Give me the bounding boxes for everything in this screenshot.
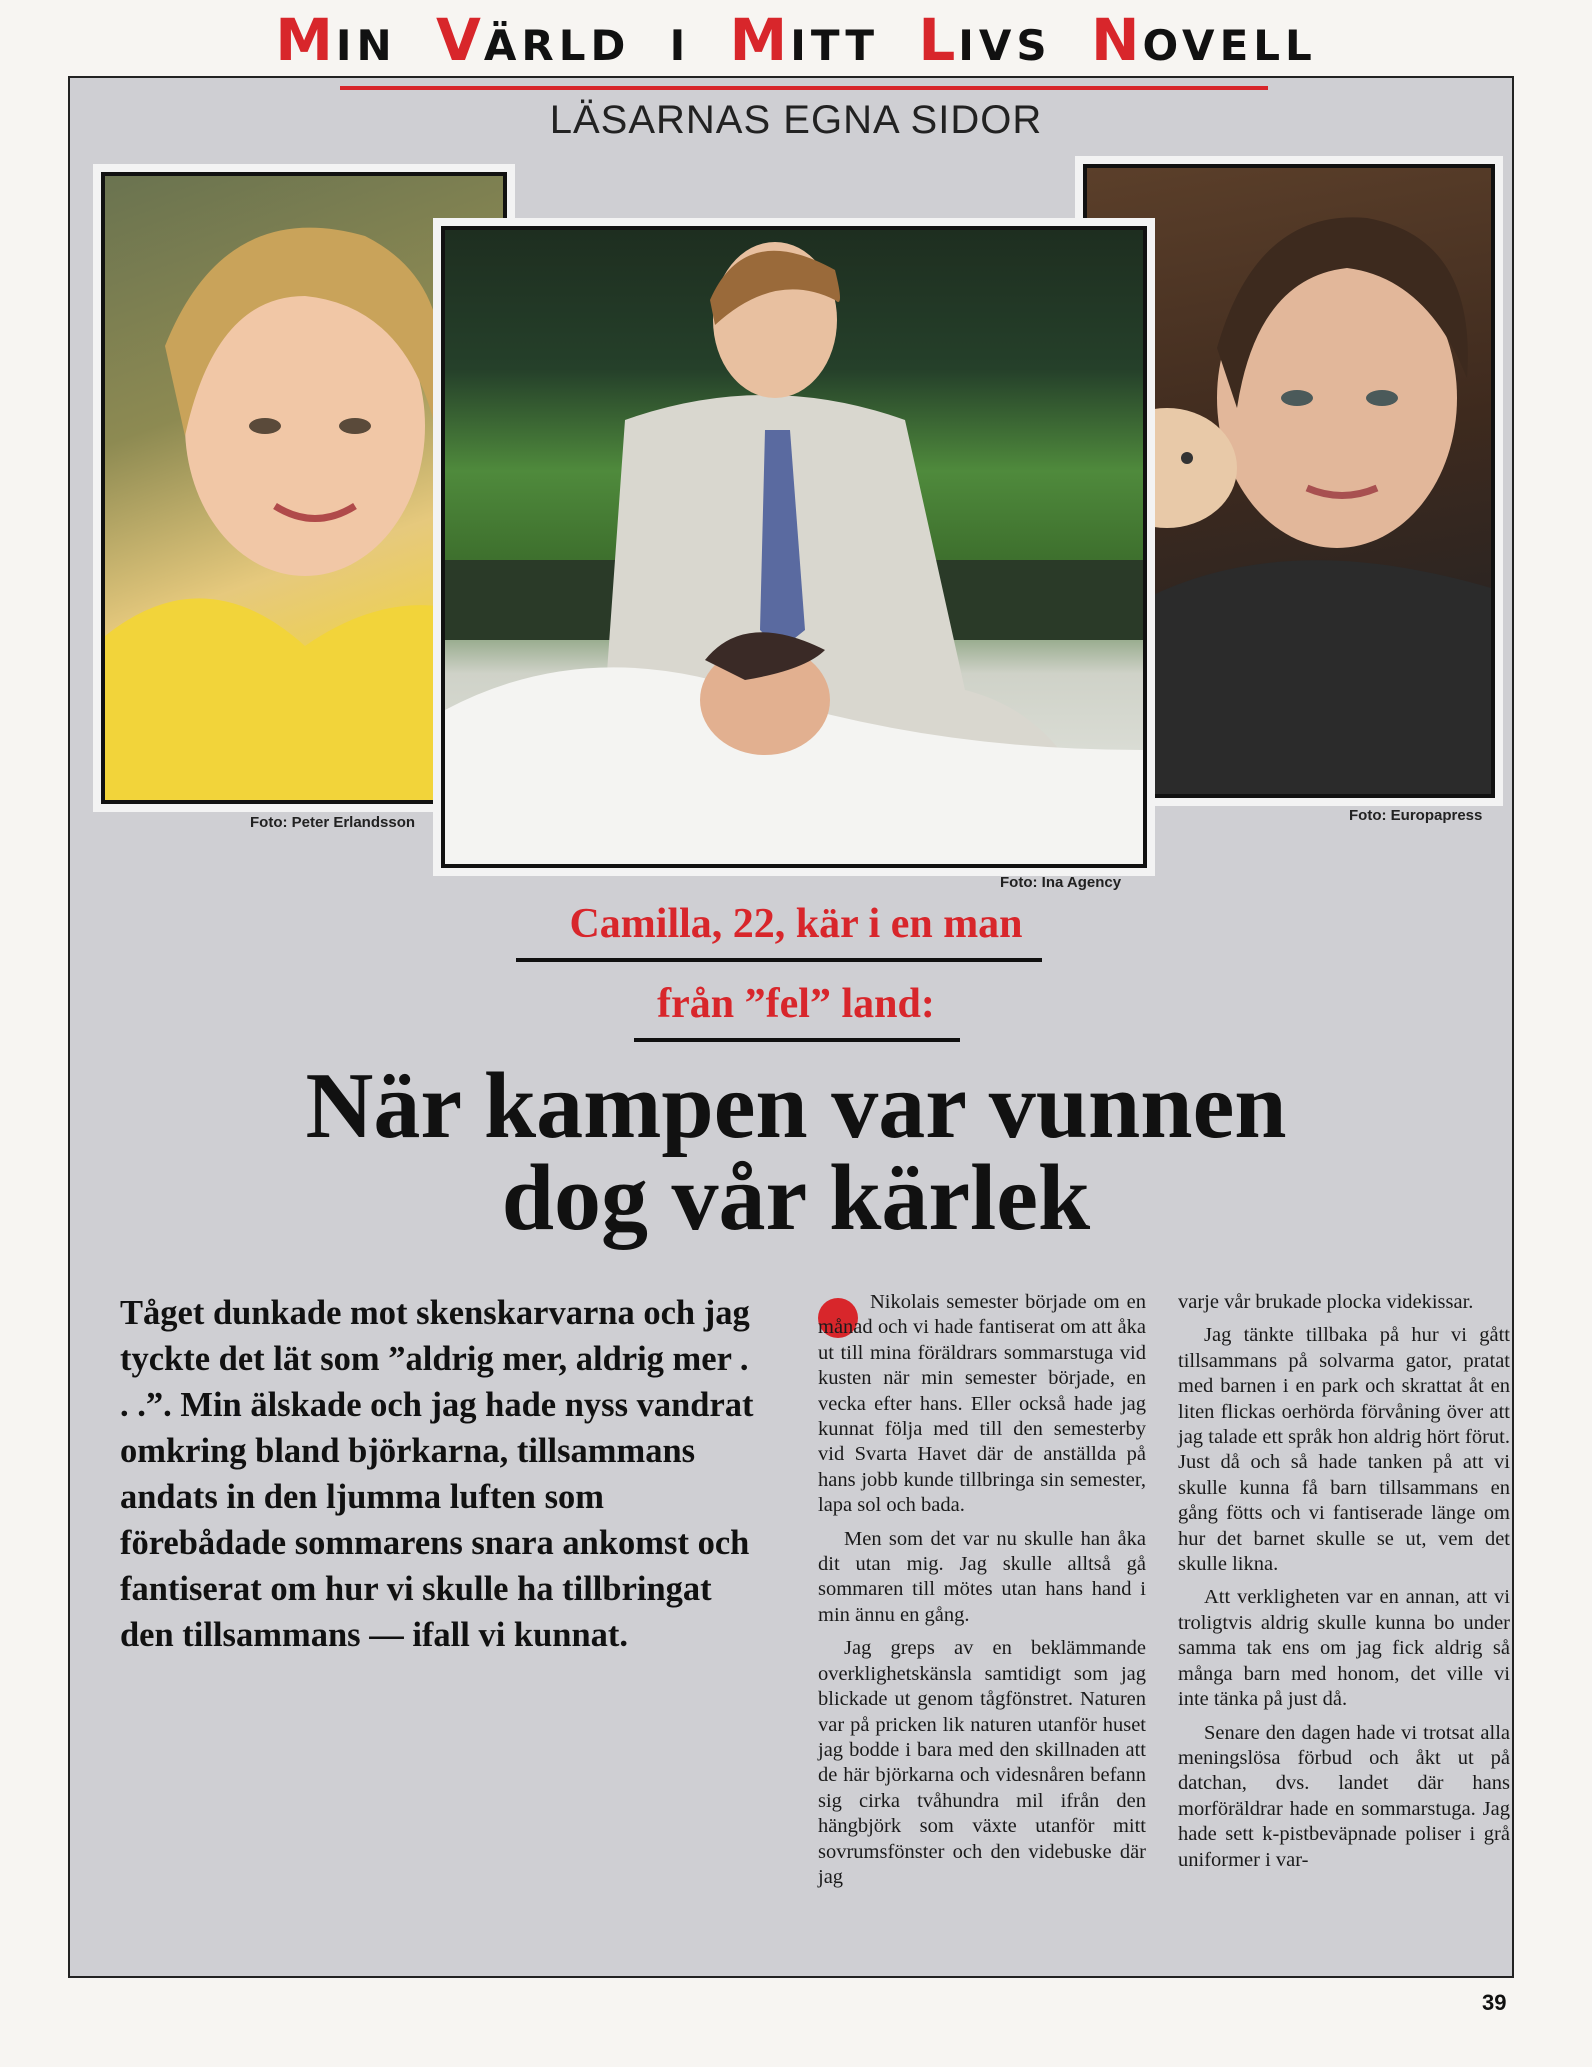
- photo-credit-right: Foto: Europapress: [1349, 807, 1483, 824]
- header-word-6: NOVELL: [1090, 6, 1317, 74]
- body-column-2: [1178, 1290, 1510, 1881]
- column1-paragraph-1: Nikolais semester började om en månad och vi hade fantiserat om att åka ut till mina föräldrars sommarstuga vid kusten när min semester började, en vecka efter hans. Eller också hade jag kunnat följa med till den semesterby vid Svarta Havet där de anställda på hans jobb kunde tillbringa sin semester, lapa sol och bada.: [818, 1291, 1146, 1517]
- column1-paragraph-3: Jag greps av en beklämmande overklighetskänsla samtidigt som jag blickade ut genom tågfönstret. Naturen var på pricken lik naturen utanför huset jag bodde i bara med den skillnaden att de här björkarna och videsnåren befann sig cirka tvåhundra mil ifrån den hängbjörk som växte utanför mitt sovrumsfönster och den videbuske där jag: [818, 1637, 1146, 1888]
- kicker-rule-1: [516, 958, 1042, 962]
- header-word-3: I: [669, 21, 691, 70]
- kicker-rule-2: [634, 1038, 960, 1042]
- body-column-1: [818, 1290, 1146, 1898]
- photo-credit-center: Foto: Ina Agency: [1000, 874, 1122, 891]
- kicker-line-2: från ”fel” land:: [657, 981, 935, 1027]
- page-number: 39: [1482, 1990, 1507, 2015]
- photo-couple-on-bench: [441, 226, 1147, 868]
- header-word-1: MIN: [275, 6, 397, 74]
- kicker-line-1: Camilla, 22, kär i en man: [569, 901, 1023, 947]
- photo-credit-left: Foto: Peter Erlandsson: [250, 814, 416, 831]
- headline-line-2: dog vår kärlek: [501, 1146, 1091, 1250]
- lead-paragraph: Tåget dunkade mot skenskarvarna och jag tyckte det lät som ”aldrig mer, aldrig mer . . .”. Min älskade och jag hade nyss vandrat omkring bland björkarna, tillsammans andats in den ljumma luften som förebådade sommarens snara ankomst och fantiserat om hur vi skulle ha tillbringat den tillsammans — ifall vi kunnat.: [120, 1294, 754, 1654]
- column2-paragraph-1: varje vår brukade plocka videkissar.: [1178, 1291, 1474, 1313]
- magazine-header: [0, 6, 1592, 74]
- headline-line-1: När kampen var vunnen: [305, 1054, 1287, 1158]
- header-word-4: MITT: [729, 6, 880, 74]
- column1-paragraph-2: Men som det var nu skulle han åka dit utan mig. Jag skulle alltså gå sommaren till mötes utan hans hand i min ännu en gång.: [818, 1527, 1146, 1626]
- headline: [0, 1054, 1592, 1250]
- section-title: LÄSARNAS EGNA SIDOR: [549, 98, 1043, 142]
- column2-paragraph-4: Senare den dagen hade vi trotsat alla meningslösa förbud och åkt ut på datchan, dvs. landet där hans morföräldrar hade en sommarstuga. Jag hade sett k-pistbeväpnade poliser i grå uniformer i var-: [1178, 1721, 1510, 1871]
- header-word-5: LIVS: [918, 6, 1052, 74]
- column2-paragraph-2: Jag tänkte tillbaka på hur vi gått tillsammans på solvarma gator, pratat med barnen i en park och skrattat åt en liten flickas oerhörda förvåning över att jag talade ett språk hon aldrig hört förut. Just då och så hade tanken på att vi skulle kunna få barn tillsammans en gång fötts och vi fantiserade länge om hur det barnet skulle se ut, vem det skulle likna.: [1178, 1324, 1510, 1576]
- header-red-rule: [340, 86, 1268, 90]
- header-word-2: VÄRLD: [435, 6, 631, 74]
- column2-paragraph-3: Att verkligheten var en annan, att vi troligtvis aldrig skulle kunna bo under samma tak ens om jag fick aldrig så många barn med honom, det ville vi inte tänka på just då.: [1178, 1586, 1510, 1711]
